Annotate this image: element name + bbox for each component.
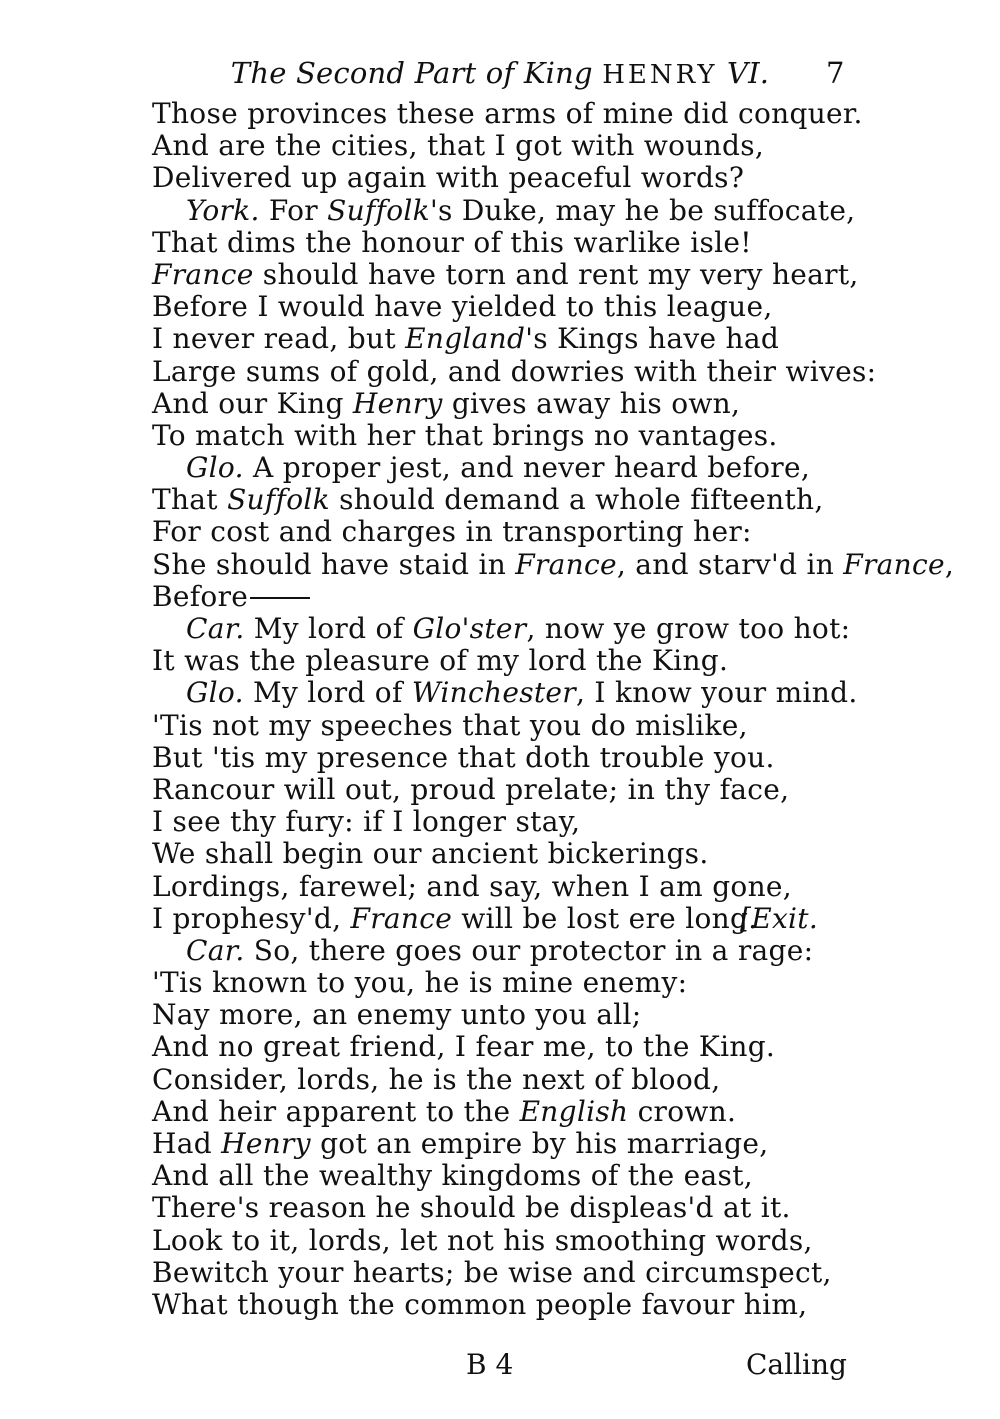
text-line: That dims the honour of this warlike isle! — [152, 225, 752, 259]
text-line: Had Henry got an empire by his marriage, — [152, 1127, 769, 1160]
text-line: Before — [152, 581, 872, 613]
speaker-name: York. — [186, 193, 260, 227]
text-line: And all the wealthy kingdoms of the east, — [152, 1159, 753, 1193]
text-line: Before I would have yielded to this league, — [152, 290, 773, 324]
text-line: Rancour will out, proud prelate; in thy face, — [152, 772, 790, 806]
speaker-name: Car. — [186, 612, 245, 645]
page-footer — [0, 1348, 1000, 1384]
text-line: To match with her that brings no vantages. — [152, 418, 778, 452]
text-line: France should have torn and rent my very heart, — [152, 257, 859, 291]
text-line: I never read, but England's Kings have had — [152, 322, 780, 356]
title-italic: The Second Part of King — [230, 56, 603, 90]
text-line: And no great friend, I fear me, to the King. — [152, 1030, 776, 1064]
verse-text — [152, 97, 955, 1321]
text-line: We shall begin our ancient bickerings. — [152, 837, 709, 871]
text-line: 'Tis not my speeches that you do mislike, — [152, 708, 748, 742]
text-line: Large sums of gold, and dowries with their wives: — [152, 354, 877, 388]
stage-direction: [Exit. — [740, 901, 819, 935]
text-line: Look to it, lords, let not his smoothing words, — [152, 1223, 813, 1257]
text-line: But 'tis my presence that doth trouble you. — [152, 740, 775, 774]
text-line: There's reason he should be displeas'd at it. — [152, 1191, 791, 1225]
catchword: Calling — [746, 1348, 847, 1381]
text-line: Car. My lord of Glo'ster, now ye grow too hot: — [186, 612, 851, 645]
text-line: Glo. A proper jest, and never heard before, — [186, 451, 811, 485]
text-line: Car. So, there goes our protector in a rage: — [186, 933, 814, 967]
text-line: She should have staid in France, and starv'd in France, — [152, 547, 955, 581]
text-line: 'Tis known to you, he is mine enemy: — [152, 966, 688, 1000]
text-line: It was the pleasure of my lord the King. — [152, 644, 729, 678]
speaker-name: Glo. — [186, 676, 244, 710]
page-number: 7 — [826, 56, 845, 90]
speaker-name: Car. — [186, 933, 245, 967]
running-title — [0, 56, 1000, 90]
text-line: And our King Henry gives away his own, — [152, 386, 741, 420]
page-header — [0, 56, 1000, 96]
title-caps: HENRY — [602, 60, 718, 90]
text-line: York. For Suffolk's Duke, may he be suffocate, — [186, 193, 856, 227]
text-line: Delivered up again with peaceful words? — [152, 161, 745, 195]
text-line: Bewitch your hearts; be wise and circumspect, — [152, 1255, 832, 1289]
title-end: VI. — [717, 56, 770, 90]
text-line: Nay more, an enemy unto you all; — [152, 998, 642, 1032]
text-line: I see thy fury: if I longer stay, — [152, 805, 581, 839]
speaker-name: Glo. — [186, 451, 244, 485]
text-line: And heir apparent to the English crown. — [152, 1094, 737, 1128]
text-line: Lordings, farewel; and say, when I am gone, — [152, 869, 792, 903]
text-line: Consider, lords, he is the next of blood, — [152, 1062, 721, 1096]
text-line: That Suffolk should demand a whole fifteenth, — [152, 483, 824, 517]
text-line: Glo. My lord of Winchester, I know your mind. — [186, 676, 858, 710]
interruption-dash — [250, 597, 310, 599]
text-line: What though the common people favour him, — [152, 1287, 808, 1321]
signature-mark: B 4 — [466, 1348, 514, 1381]
text-line: I prophesy'd, France will be lost ere long. [Exit. — [152, 901, 819, 935]
text-line: For cost and charges in transporting her: — [152, 515, 752, 549]
text-line: And are the cities, that I got with wounds, — [152, 129, 765, 163]
text-line: Those provinces these arms of mine did conquer. — [152, 97, 863, 130]
